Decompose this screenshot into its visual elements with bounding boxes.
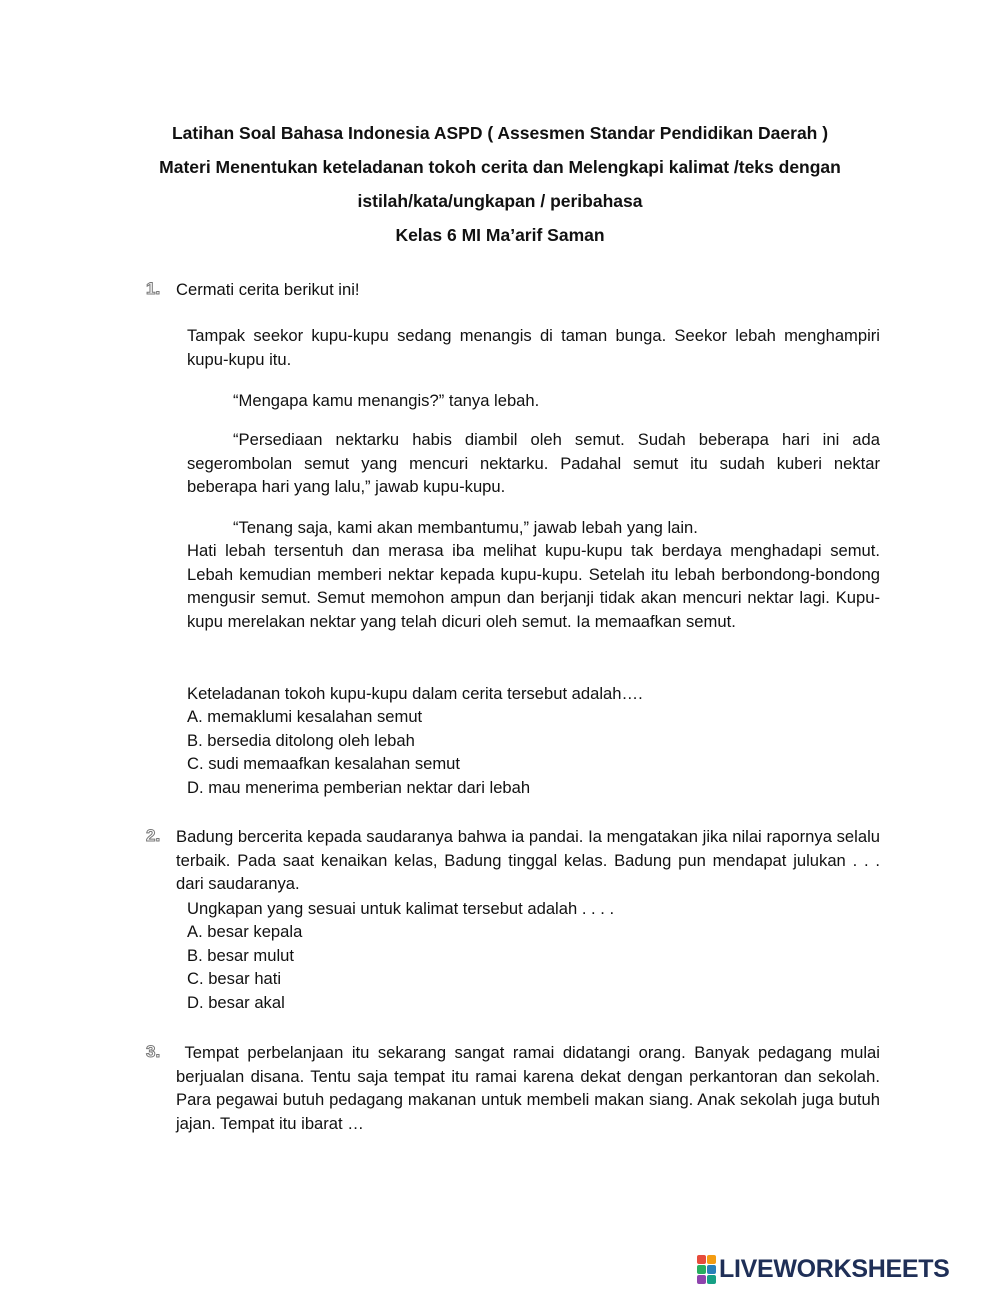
liveworksheets-logo-text: LIVEWORKSHEETS [719,1254,950,1283]
story-paragraph-4: “Tenang saja, kami akan membantumu,” jawab lebah yang lain. [233,518,698,537]
header-class: Kelas 6 MI Ma’arif Saman [395,225,605,245]
worksheet-header [100,116,900,252]
question-2-number: 2. [146,826,161,845]
header-subtitle-1: Materi Menentukan keteladanan tokoh cerita dan Melengkapi kalimat /teks dengan [159,157,841,177]
question-1-number: 1. [146,279,161,298]
question-1-option-d: D. mau menerima pemberian nektar dari lebah [187,778,531,797]
question-2-prompt: Ungkapan yang sesuai untuk kalimat tersebut adalah . . . . [187,899,615,918]
question-2-option-d: D. besar akal [187,993,285,1012]
question-3-text: Tempat perbelanjaan itu sekarang sangat ramai didatangi orang. Banyak pedagang mulai berjualan disana. Tentu saja tempat itu ramai karena dekat dengan perkantoran dan sekolah. Para pegawai butuh pedagang makanan untuk membeli makan siang. Anak sekolah juga butuh jajan. Tempat itu ibarat … [176,1043,885,1133]
question-2-option-b: B. besar mulut [187,946,294,965]
header-subtitle-2: istilah/kata/ungkapan / peribahasa [357,191,643,211]
story-paragraph-3: “Persediaan nektarku habis diambil oleh semut. Sudah beberapa hari ini ada segerombolan semut yang mencuri nektarku. Padahal semut itu sudah kuberi nektar beberapa hari yang lalu,” jawab kupu-kupu. [187,430,880,496]
question-1-intro: Cermati cerita berikut ini! [176,280,360,299]
header-title: Latihan Soal Bahasa Indonesia ASPD ( Assesmen Standar Pendidikan Daerah ) [171,123,829,143]
question-2-option-a: A. besar kepala [187,922,303,941]
story-paragraph-2: “Mengapa kamu menangis?” tanya lebah. [233,391,540,410]
question-2-option-c: C. besar hati [187,969,282,988]
question-1-text: Keteladanan tokoh kupu-kupu dalam cerita tersebut adalah…. [187,684,643,703]
question-2-text: Badung bercerita kepada saudaranya bahwa ia pandai. Ia mengatakan jika nilai rapornya selalu terbaik. Pada saat kenaikan kelas, Badung tinggal kelas. Badung pun mendapat julukan . . . dari saudaranya. [176,827,880,893]
question-3-number: 3. [146,1042,161,1061]
question-1-option-a: A. memaklumi kesalahan semut [187,707,423,726]
question-1-option-b: B. bersedia ditolong oleh lebah [187,731,415,750]
liveworksheets-logo [697,1255,950,1283]
story-paragraph-1: Tampak seekor kupu-kupu sedang menangis di taman bunga. Seekor lebah menghampiri kupu-kupu itu. [187,326,880,369]
story-paragraph-5: Hati lebah tersentuh dan merasa iba melihat kupu-kupu tak berdaya menghadapi semut. Lebah kemudian memberi nektar kepada kupu-kupu. Setelah itu lebah berbondong-bondong mengusir semut. Semut memohon ampun dan berjanji tidak akan mencuri nektar lagi. Kupu-kupu merelakan nektar yang telah dicuri oleh semut. Ia memaafkan semut. [187,541,880,631]
question-1-option-c: C. sudi memaafkan kesalahan semut [187,754,461,773]
liveworksheets-logo-icon [697,1255,716,1284]
